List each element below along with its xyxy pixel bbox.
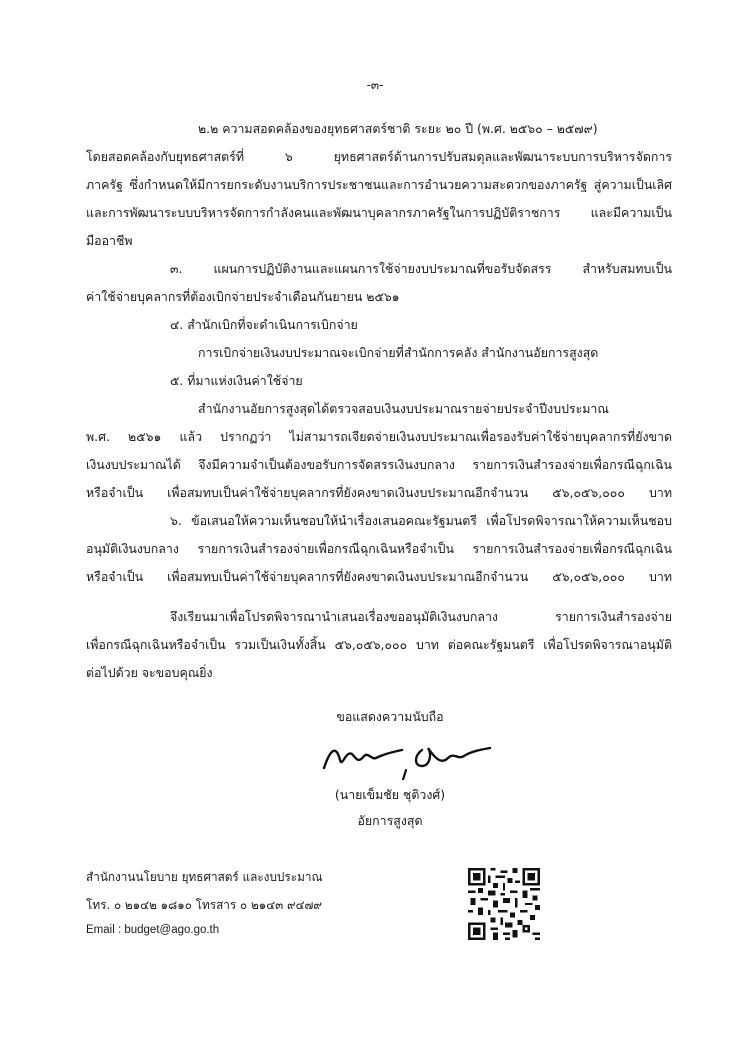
body-line: หรือจำเป็น เพื่อสมทบเป็นค่าใช้จ่ายบุคลากรที่ยังคงขาดเงินงบประมาณอีกจำนวน ๕๖,๐๕๖,๐๐๐ บาท: [86, 569, 672, 584]
signer-title: อัยการสูงสุด: [357, 813, 423, 828]
signer-name: (นายเข็มชัย ชุติวงศ์): [334, 787, 446, 802]
closing-paragraph-line: ต่อไปด้วย จะขอบคุณยิ่ง: [86, 665, 213, 680]
body-line: มืออาชีพ: [86, 233, 133, 248]
closing-paragraph-line: เพื่อกรณีฉุกเฉินหรือจำเป็น รวมเป็นเงินทั้งสิ้น ๕๖,๐๕๖,๐๐๐ บาท ต่อคณะรัฐมนตรี เพื่อโปรดพิจารณาอนุมัติ: [86, 637, 672, 652]
body-line: การเบิกจ่ายเงินงบประมาณจะเบิกจ่ายที่สำนักการคลัง สำนักงานอัยการสูงสุด: [198, 345, 599, 360]
salutation: ขอแสดงความนับถือ: [336, 709, 444, 724]
page-number: -๓-: [366, 78, 384, 92]
section-6-heading: ๖. ข้อเสนอให้ความเห็นชอบให้นำเรื่องเสนอคณะรัฐมนตรี เพื่อโปรดพิจารณาให้ความเห็นชอบ: [170, 513, 672, 528]
signature: [318, 730, 498, 780]
section-3-heading: ๓. แผนการปฏิบัติงานและแผนการใช้จ่ายงบประมาณที่ขอรับจัดสรร สำหรับสมทบเป็น: [170, 261, 672, 276]
body-line: หรือจำเป็น เพื่อสมทบเป็นค่าใช้จ่ายบุคลากรที่ยังคงขาดเงินงบประมาณอีกจำนวน ๕๖,๐๕๖,๐๐๐ บาท: [86, 485, 672, 500]
footer-office: สำนักงานนโยบาย ยุทธศาสตร์ และงบประมาณ: [86, 870, 323, 884]
section-5-heading: ๕. ที่มาแห่งเงินค่าใช้จ่าย: [170, 373, 303, 388]
body-line: อนุมัติเงินงบกลาง รายการเงินสำรองจ่ายเพื่อกรณีฉุกเฉินหรือจำเป็น รายการเงินสำรองจ่ายเพื่อกรณีฉุกเฉิน: [86, 541, 672, 556]
body-line: สำนักงานอัยการสูงสุดได้ตรวจสอบเงินงบประมาณรายจ่ายประจำปีงบประมาณ: [198, 401, 609, 416]
section-2-2-heading: ๒.๒ ความสอดคล้องของยุทธศาสตร์ชาติ ระยะ ๒๐ ปี (พ.ศ. ๒๕๖๐ – ๒๕๗๙): [198, 121, 598, 136]
body-line: เงินงบประมาณได้ จึงมีความจำเป็นต้องขอรับการจัดสรรเงินงบกลาง รายการเงินสำรองจ่ายเพื่อกรณีฉุกเฉิน: [86, 457, 672, 472]
section-4-heading: ๔. สำนักเบิกที่จะดำเนินการเบิกจ่าย: [170, 317, 358, 332]
footer-email: Email : budget@ago.go.th: [86, 924, 220, 936]
body-line: โดยสอดคล้องกับยุทธศาสตร์ที่ ๖ ยุทธศาสตร์ด้านการปรับสมดุลและพัฒนาระบบการบริหารจัดการ: [86, 149, 672, 164]
footer-phone: โทร. ๐ ๒๑๔๒ ๑๘๑๐ โทรสาร ๐ ๒๑๔๓ ๙๔๗๙: [86, 898, 323, 912]
body-line: ภาครัฐ ซึ่งกำหนดให้มีการยกระดับงานบริการประชาชนและการอำนวยความสะดวกของภาครัฐ สู่ความเป็นเลิศ: [86, 177, 672, 192]
body-line: พ.ศ. ๒๕๖๑ แล้ว ปรากฏว่า ไม่สามารถเจียดจ่ายเงินงบประมาณเพื่อรองรับค่าใช้จ่ายบุคลากรที่ยังขาด: [86, 429, 672, 444]
body-line: ค่าใช้จ่ายบุคลากรที่ต้องเบิกจ่ายประจำเดือนกันยายน ๒๕๖๑: [86, 289, 400, 304]
qr-code-icon: [468, 868, 540, 940]
closing-paragraph-line: จึงเรียนมาเพื่อโปรดพิจารณานำเสนอเรื่องขออนุมัติเงินงบกลาง รายการเงินสำรองจ่าย: [170, 609, 672, 624]
body-line: และการพัฒนาระบบบริหารจัดการกำลังคนและพัฒนาบุคลากรภาครัฐในการปฏิบัติราชการ และมีความเป็น: [86, 205, 672, 220]
